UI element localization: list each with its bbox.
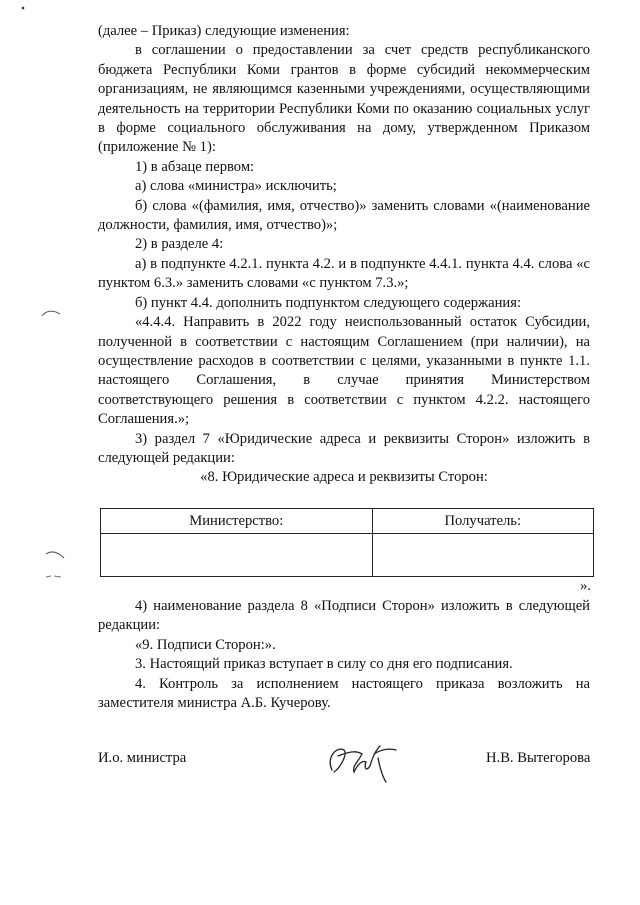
table-cell-ministry (101, 534, 373, 577)
paragraph-clause-444: «4.4.4. Направить в 2022 году неиспользованный остаток Субсидии, полученной в соответствии с настоящим Соглашением (при наличии), на осуществление расходов в соответствии с целями, указанными в пункте 1.1. настоящего Соглашения, в случае принятия Министерством соответствующего решения в соответствии с пунктом 4.2.2. настоящего Соглашения.»; (98, 314, 590, 428)
table-closing-quote: ». (580, 578, 591, 594)
paragraph-item-2: 2) в разделе 4: (135, 236, 224, 253)
table-row (101, 534, 594, 577)
scan-mark-icon (44, 548, 66, 560)
paragraph-item-2b: б) пункт 4.4. дополнить подпунктом следующего содержания: (135, 294, 521, 311)
paragraph-item-1: 1) в абзаце первом: (135, 158, 255, 175)
paragraph-item-4: 4) наименование раздела 8 «Подписи Сторон» изложить в следующей редакции: (98, 598, 590, 634)
paragraph-item-1b: б) слова «(фамилия, имя, отчество)» заменить словами «(наименование должности, фамилия, имя, отчество)»; (98, 197, 590, 234)
paragraph-intro: (далее – Приказ) следующие изменения: (98, 23, 350, 39)
table-header-recipient: Получатель: (372, 509, 593, 534)
scan-mark-icon (44, 572, 64, 580)
paragraph-effective: 3. Настоящий приказ вступает в силу со дня его подписания. (135, 656, 513, 673)
scan-speck-icon (20, 6, 26, 10)
table-header-row (101, 509, 594, 534)
paragraph-item-3: 3) раздел 7 «Юридические адреса и реквизиты Сторон» изложить в следующей редакции: (98, 430, 590, 466)
signatory-name: Н.В. Вытегорова (486, 750, 591, 766)
section-8-heading: «8. Юридические адреса и реквизиты Сторон: (200, 469, 488, 486)
paragraph-item-2a: а) в подпункте 4.2.1. пункта 4.2. и в подпункте 4.4.1. пункта 4.4. слова «с пунктом 6.3.» заменить словами «с пунктом 7.3.»; (98, 255, 590, 292)
requisites-table (100, 508, 594, 577)
paragraph-control: 4. Контроль за исполнением настоящего приказа возложить на заместителя министра А.Б. Кучерову. (98, 675, 590, 712)
handwritten-signature-icon (322, 728, 402, 786)
paragraph-agreement: в соглашении о предоставлении за счет средств республиканского бюджета Республики Коми грантов в форме субсидий некоммерческим организациям, не являющимся казенными учреждениями, осуществляющими деятельность на территории Республики Коми по оказанию социальных услуг в форме социального обслуживания на дому, утвержденном Приказом (приложение № 1): (98, 42, 590, 156)
table-header-ministry: Министерство: (101, 509, 373, 534)
paragraph-section-9: «9. Подписи Сторон:». (135, 636, 276, 653)
signatory-position: И.о. министра (98, 750, 187, 766)
document-body (98, 22, 590, 488)
paragraph-item-1a: а) слова «министра» исключить; (135, 178, 337, 195)
document-body-continued (98, 597, 590, 713)
table-cell-recipient (372, 534, 593, 577)
scan-mark-icon (40, 308, 62, 318)
